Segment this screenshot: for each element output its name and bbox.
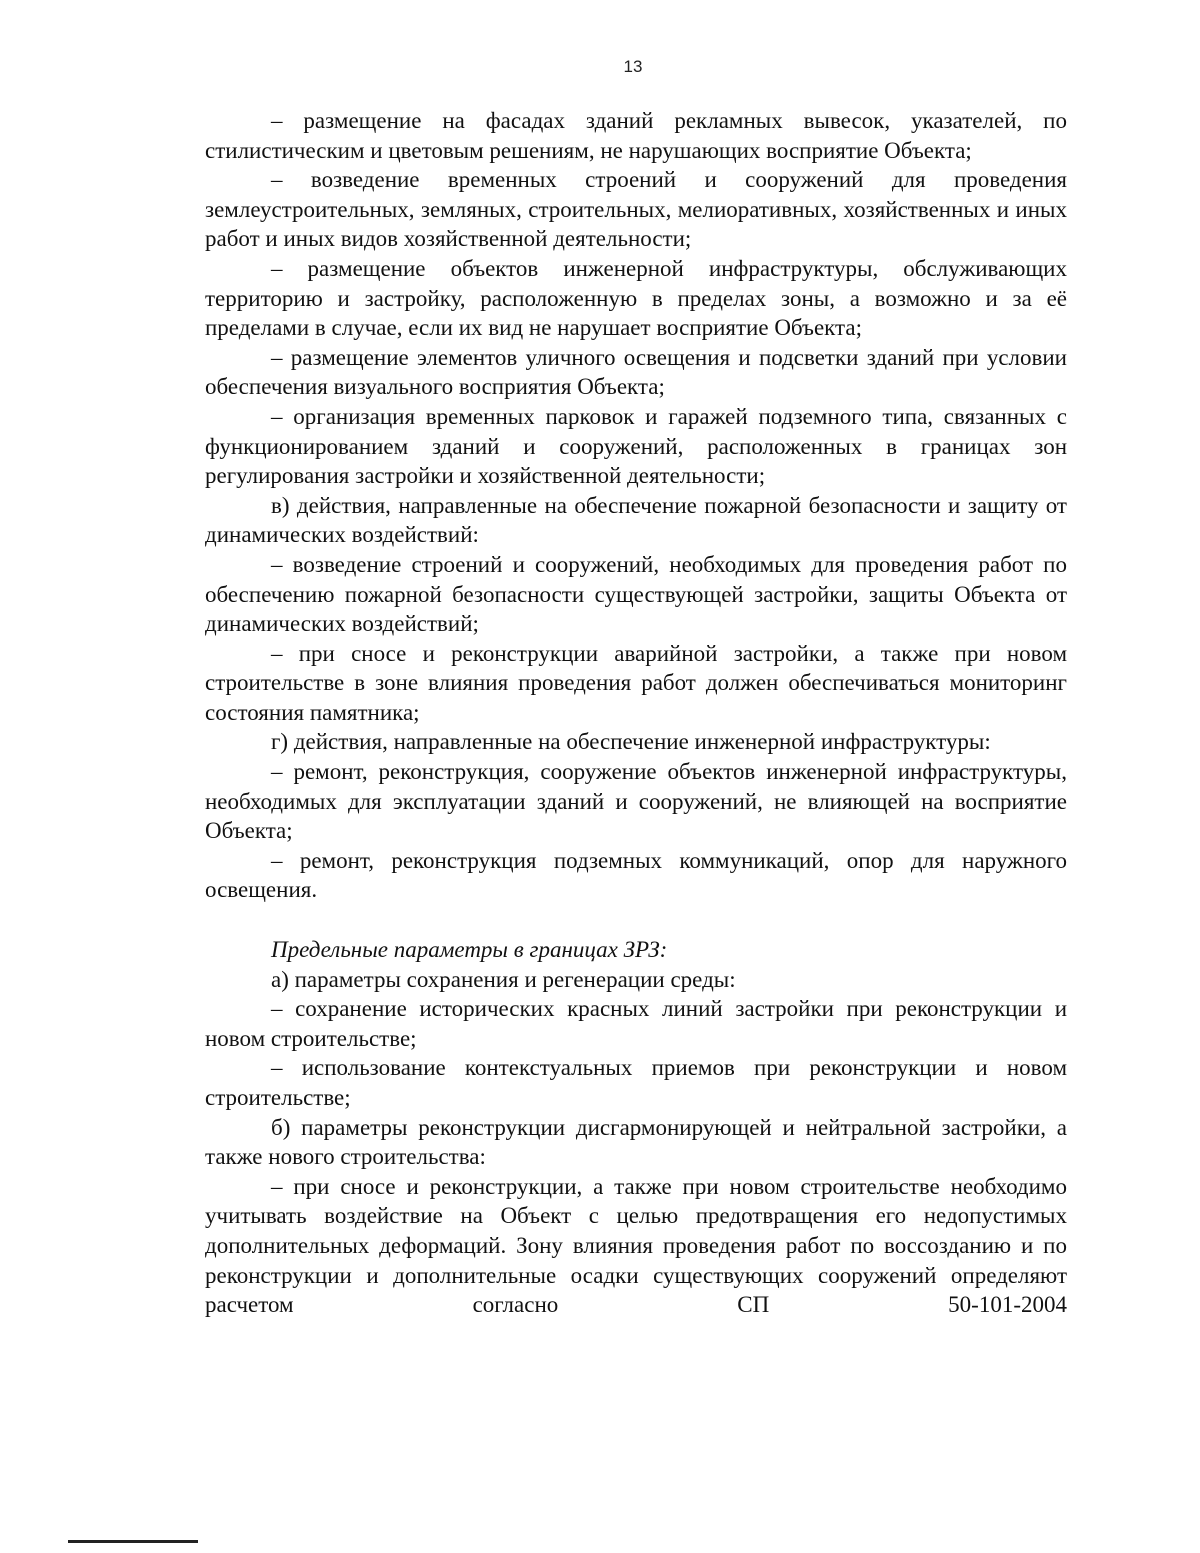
paragraph: – возведение временных строений и сооружений для проведения землеустроительных, земляных, строительных, мелиоративных, хозяйственных и иных работ и иных видов хозяйственной деятельности; — [205, 167, 1067, 252]
paragraph: – размещение элементов уличного освещения и подсветки зданий при условии обеспечения визуального восприятия Объекта; — [205, 344, 1067, 400]
page-number: 13 — [623, 57, 643, 76]
paragraph: в) действия, направленные на обеспечение пожарной безопасности и защиту от динамических воздействий: — [205, 492, 1067, 548]
paragraph: – возведение строений и сооружений, необходимых для проведения работ по обеспечению пожарной безопасности существующей застройки, защиты Объекта от динамических воздействий; — [205, 551, 1067, 637]
paragraph: а) параметры сохранения и регенерации среды: — [271, 966, 736, 992]
paragraph: г) действия, направленные на обеспечение инженерной инфраструктуры: — [271, 729, 991, 755]
paragraph: – при сносе и реконструкции, а также при новом строительстве необходимо учитывать воздействие на Объект с целью предотвращения его недопустимых дополнительных деформаций. Зону влияния проведения работ по воссозданию и по реконструкции и дополнительные осадки существующих сооружений определяют расчетом согласно СП 50-101-2004 — [205, 1173, 1067, 1318]
paragraph: – организация временных парковок и гаражей подземного типа, связанных с функционированием зданий и сооружений, расположенных в границах зон регулирования застройки и хозяйственной деятельности; — [205, 403, 1067, 489]
document-body — [205, 106, 1067, 1320]
paragraph: – использование контекстуальных приемов при реконструкции и новом строительстве; — [205, 1055, 1067, 1110]
paragraph: – размещение объектов инженерной инфраструктуры, обслуживающих территорию и застройку, расположенную в пределах зоны, а возможно и за её пределами в случае, если их вид не нарушает восприятие Объекта; — [205, 255, 1067, 341]
paragraph: – ремонт, реконструкция, сооружение объектов инженерной инфраструктуры, необходимых для эксплуатации зданий и сооружений, не влияющей на восприятие Объекта; — [205, 759, 1067, 844]
paragraph: – размещение на фасадах зданий рекламных вывесок, указателей, по стилистическим и цветовым решениям, не нарушающих восприятие Объекта; — [205, 108, 1067, 163]
paragraph: – ремонт, реконструкция подземных коммуникаций, опор для наружного освещения. — [205, 847, 1067, 903]
paragraph: б) параметры реконструкции дисгармонирующей и нейтральной застройки, а также нового строительства: — [205, 1114, 1067, 1170]
paragraph: – при сносе и реконструкции аварийной застройки, а также при новом строительстве в зоне влияния проведения работ должен обеспечиваться мониторинг состояния памятника; — [205, 640, 1067, 725]
scan-edge-line — [68, 1540, 198, 1543]
paragraph: – сохранение исторических красных линий застройки при реконструкции и новом строительстве; — [205, 996, 1067, 1051]
section-heading: Предельные параметры в границах ЗРЗ: — [271, 937, 668, 963]
